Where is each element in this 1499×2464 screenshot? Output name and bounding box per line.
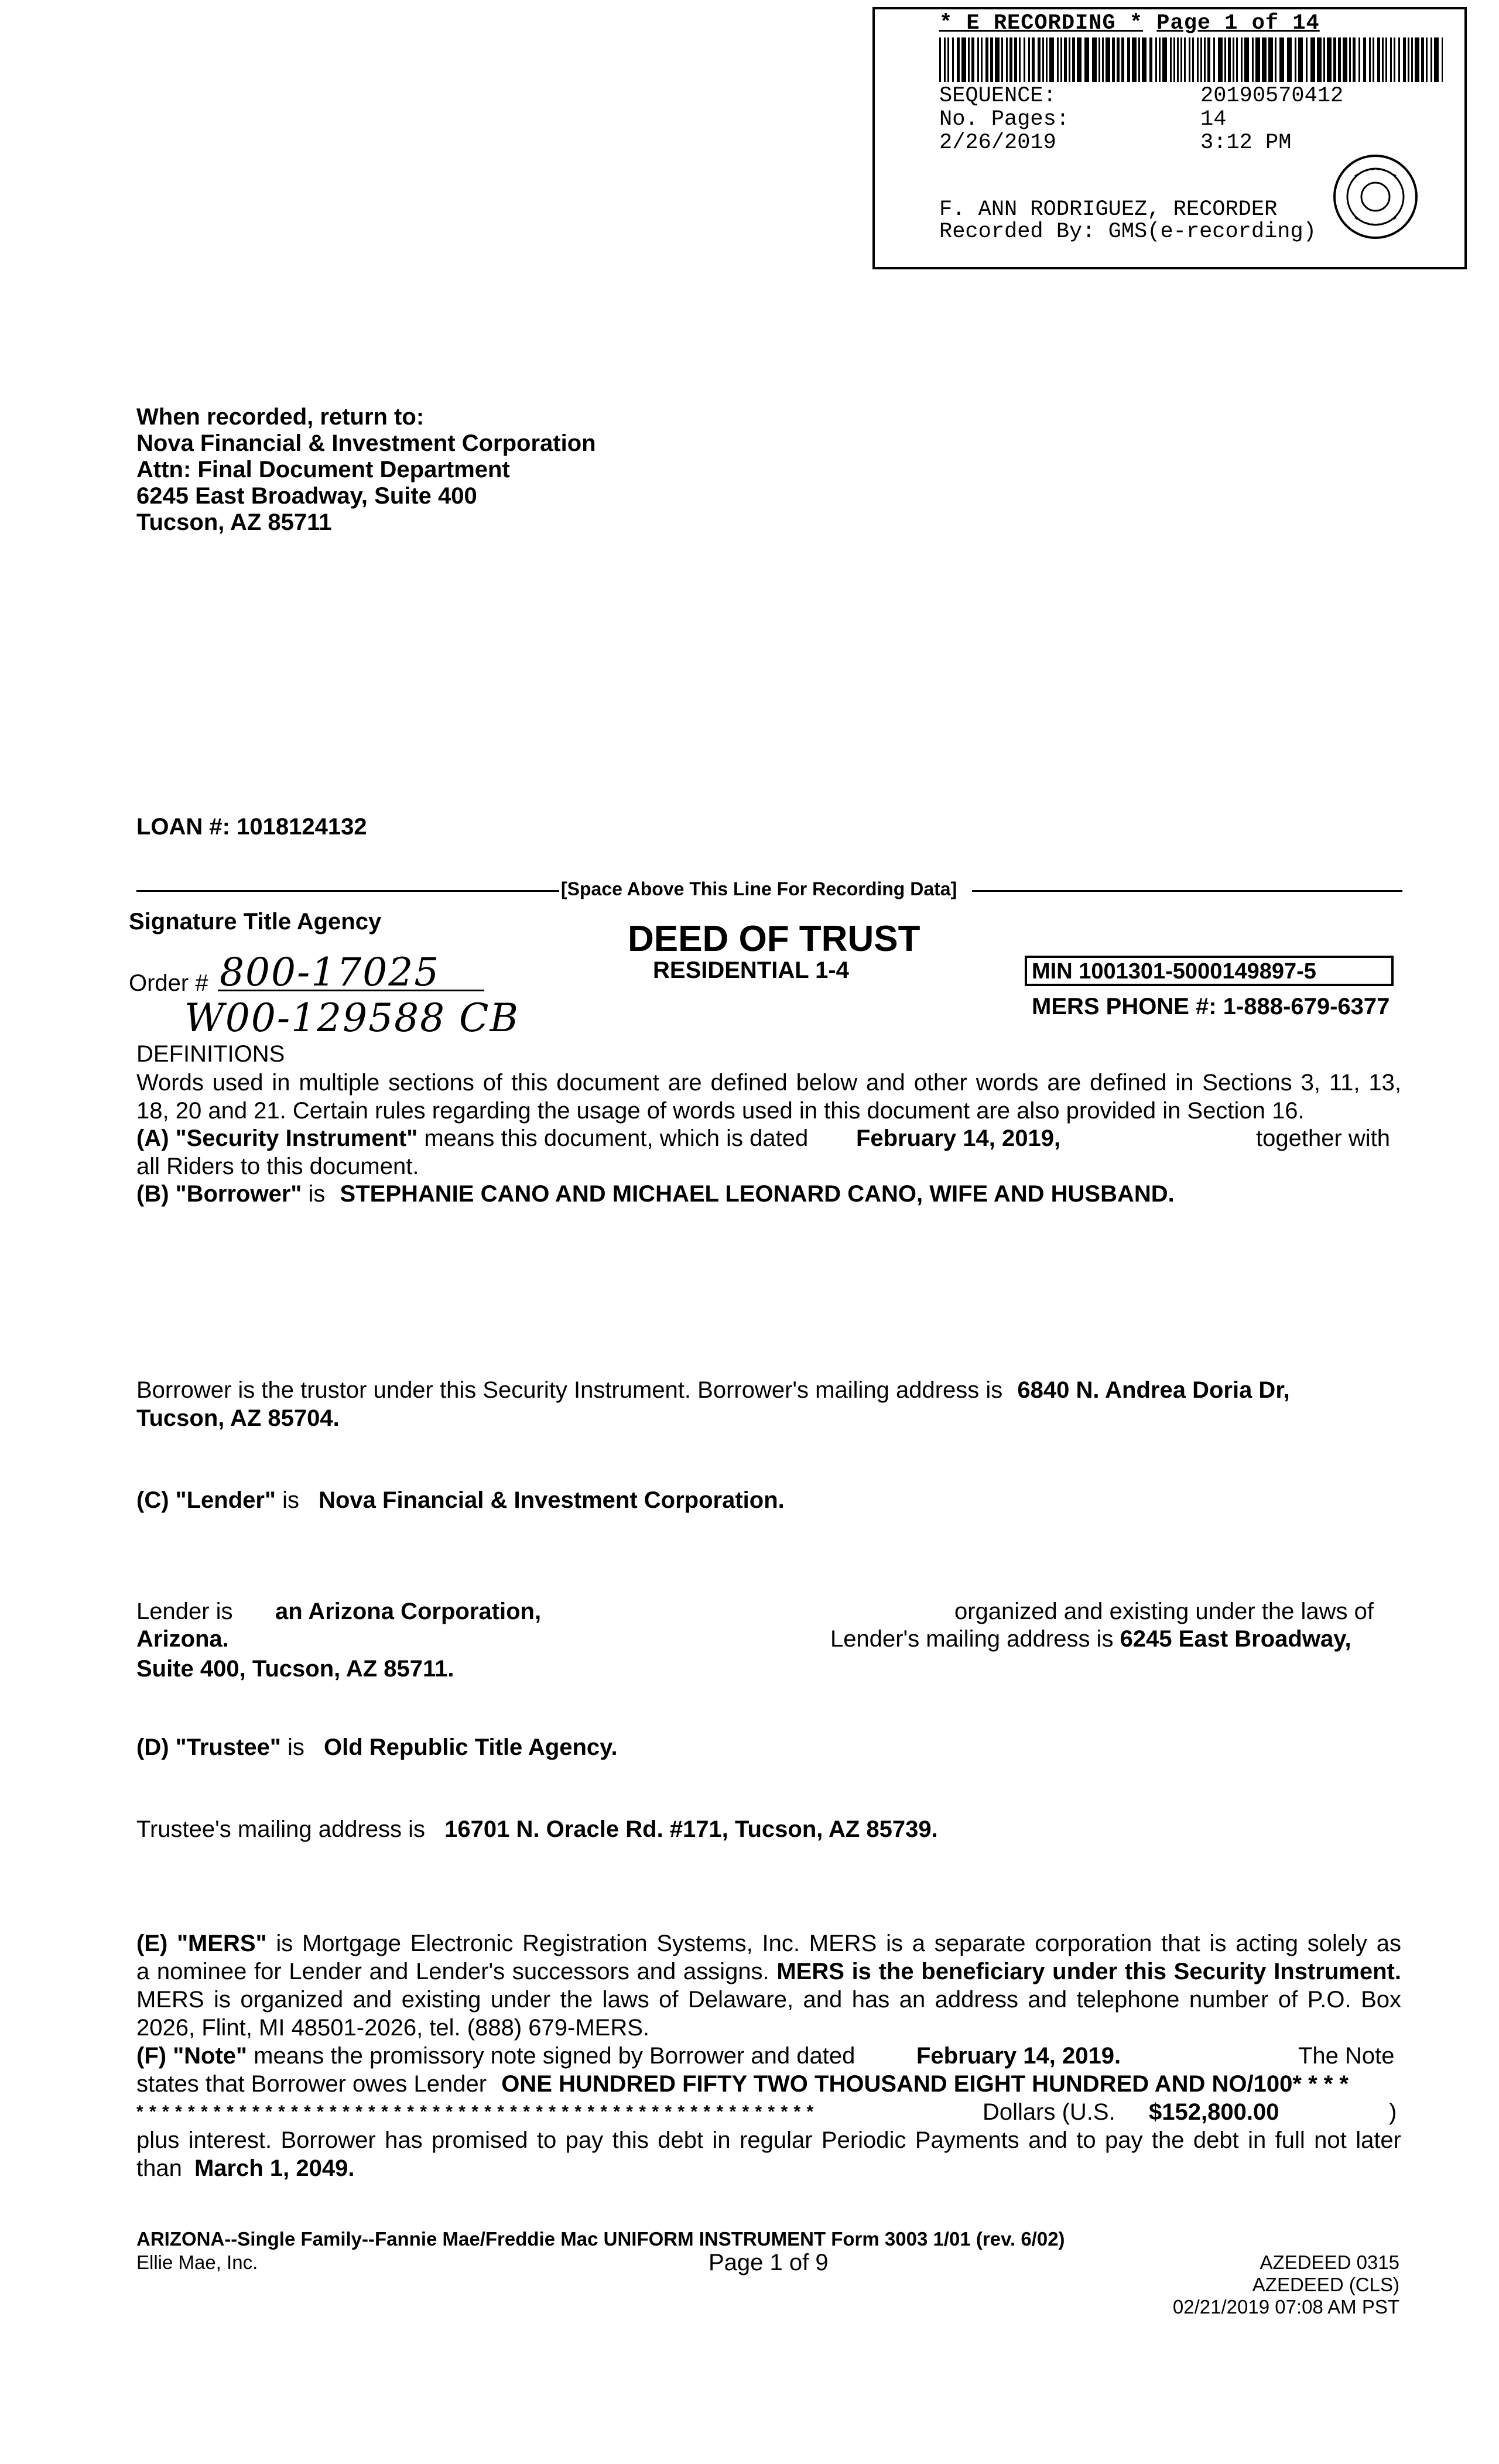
- recorder-name: F. ANN RODRIGUEZ, RECORDER: [939, 197, 1278, 222]
- note-date: February 14, 2019.: [916, 2043, 1121, 2069]
- definition-e-line-4: 2026, Flint, MI 48501-2026, tel. (888) 679-MERS.: [136, 2015, 650, 2041]
- page-number: Page 1 of 9: [709, 2250, 829, 2275]
- definitions-intro-line-1: Words used in multiple sections of this document are defined below and other words are defined in Sections 3, 11, 13,: [136, 1070, 1401, 1096]
- county-recorder-seal-icon: [1332, 153, 1419, 241]
- barcode: [939, 37, 1443, 82]
- lender-is: Lender is: [136, 1599, 233, 1624]
- definitions-intro-line-2: 18, 20 and 21. Certain rules regarding the usage of words used in this document are also provided in Section 16.: [136, 1098, 1305, 1124]
- lender-state: Arizona.: [136, 1626, 229, 1652]
- definition-e-label: (E) "MERS": [136, 1931, 267, 1956]
- sequence-label: SEQUENCE:: [939, 84, 1056, 108]
- definition-f-tail: The Note: [1298, 2043, 1395, 2069]
- space-above-label: [Space Above This Line For Recording Data]: [561, 878, 957, 899]
- footer-code-1: AZEDEED 0315: [1260, 2251, 1399, 2273]
- divider-left: [136, 890, 559, 892]
- loan-number: LOAN #: 1018124132: [136, 814, 367, 840]
- lender-type: an Arizona Corporation,: [275, 1599, 542, 1624]
- borrower-address-line-1: 6840 N. Andrea Doria Dr,: [1017, 1377, 1290, 1403]
- order-label: Order #: [129, 970, 208, 996]
- document-title: DEED OF TRUST: [628, 919, 920, 959]
- order-number-handwritten-2: W00-129588 CB: [184, 995, 520, 1041]
- definition-c: (C) "Lender" is Nova Financial & Investment Corporation.: [136, 1487, 785, 1513]
- pages-label: No. Pages:: [939, 107, 1070, 132]
- lender-name: Nova Financial & Investment Corporation.: [319, 1487, 785, 1513]
- lender-address-line-1: 6245 East Broadway,: [1120, 1626, 1351, 1652]
- definition-a: [136, 1124, 808, 1152]
- return-to-city: Tucson, AZ 85711: [136, 509, 332, 535]
- definition-d: (D) "Trustee" is Old Republic Title Agency.: [136, 1734, 618, 1760]
- trustee-name: Old Republic Title Agency.: [324, 1734, 618, 1760]
- footer-vendor: Ellie Mae, Inc.: [136, 2251, 258, 2273]
- definition-f-label: (F) "Note": [136, 2043, 248, 2069]
- title-agency: Signature Title Agency: [129, 909, 382, 935]
- note-amount: $152,800.00: [1149, 2099, 1279, 2125]
- dollars-close: ): [1389, 2099, 1397, 2125]
- maturity-date: March 1, 2049.: [194, 2155, 355, 2181]
- return-to-attn: Attn: Final Document Department: [136, 457, 510, 482]
- definition-e-line-1: (E) "MERS" is Mortgage Electronic Registration Systems, Inc. MERS is a separate corporation that is acting solely as: [136, 1931, 1401, 1956]
- definition-f-line-5: than March 1, 2049.: [136, 2155, 355, 2181]
- footer-code-2: AZEDEED (CLS): [1252, 2274, 1399, 2295]
- order-underline: [218, 990, 484, 991]
- definition-d-label: (D) "Trustee": [136, 1734, 281, 1760]
- security-instrument-date: February 14, 2019,: [856, 1125, 1061, 1151]
- definition-a-tail: together with: [1256, 1125, 1391, 1151]
- borrower-address-line-2: Tucson, AZ 85704.: [136, 1405, 340, 1431]
- definition-b-label: (B) "Borrower": [136, 1181, 302, 1207]
- borrower-address: Borrower is the trustor under this Security Instrument. Borrower's mailing address is 6840 N. Andrea Doria Dr,: [136, 1377, 1290, 1403]
- recording-date: 2/26/2019: [939, 131, 1056, 155]
- definition-e-line-3: MERS is organized and existing under the laws of Delaware, and has an address and telephone number of P.O. Box: [136, 1987, 1401, 2013]
- return-to-street: 6245 East Broadway, Suite 400: [136, 483, 477, 509]
- mers-phone: MERS PHONE #: 1-888-679-6377: [1032, 994, 1390, 1019]
- recording-stamp: [872, 7, 1467, 269]
- return-to-company: Nova Financial & Investment Corporation: [136, 430, 596, 456]
- trustee-address: Trustee's mailing address is 16701 N. Oracle Rd. #171, Tucson, AZ 85739.: [136, 1816, 938, 1842]
- star-filler: * * * * * * * * * * * * * * * * * * * * * * * * * * * * * * * * * * * * * * * * * * * * * * * * * * * * *: [136, 2102, 814, 2121]
- lender-mailing: Lender's mailing address is 6245 East Broadway,: [830, 1626, 1351, 1652]
- footer-timestamp: 02/21/2019 07:08 AM PST: [1172, 2296, 1399, 2318]
- definition-e-line-2: a nominee for Lender and Lender's successors and assigns. MERS is the beneficiary under this Security Instrument.: [136, 1959, 1401, 1984]
- trustee-address-value: 16701 N. Oracle Rd. #171, Tucson, AZ 85739.: [444, 1816, 938, 1842]
- lender-organized: organized and existing under the laws of: [954, 1599, 1374, 1624]
- dollars-label: Dollars (U.S.: [983, 2099, 1115, 2125]
- definition-f-line-2: states that Borrower owes Lender ONE HUNDRED FIFTY TWO THOUSAND EIGHT HUNDRED AND NO/100* * * *: [136, 2071, 1349, 2097]
- order-number-handwritten: 800-17025: [220, 950, 440, 995]
- recorded-by: Recorded By: GMS(e-recording): [939, 220, 1316, 244]
- return-to-heading: When recorded, return to:: [136, 404, 425, 430]
- definition-a-label: (A) "Security Instrument": [136, 1125, 418, 1151]
- min-box: [1025, 956, 1394, 986]
- definition-a-text: means this document, which is dated: [424, 1125, 809, 1151]
- recording-time: 3:12 PM: [1200, 131, 1292, 155]
- definition-c-label: (C) "Lender": [136, 1487, 276, 1513]
- borrower-names: STEPHANIE CANO AND MICHAEL LEONARD CANO, WIFE AND HUSBAND.: [340, 1181, 1175, 1207]
- definition-f-line-4: plus interest. Borrower has promised to pay this debt in regular Periodic Payments and to pay the debt in full not later: [136, 2127, 1401, 2153]
- stamp-header: * E RECORDING * Page 1 of 14: [939, 11, 1320, 36]
- min-number: MIN 1001301-5000149897-5: [1032, 959, 1316, 984]
- pages-value: 14: [1200, 107, 1227, 132]
- divider-right: [972, 890, 1402, 892]
- definitions-heading: DEFINITIONS: [136, 1041, 285, 1067]
- note-amount-words: ONE HUNDRED FIFTY TWO THOUSAND EIGHT HUNDRED AND NO/100* * * *: [501, 2071, 1349, 2097]
- footer-form: ARIZONA--Single Family--Fannie Mae/Freddie Mac UNIFORM INSTRUMENT Form 3003 1/01 (rev. 6/02): [136, 2228, 1065, 2250]
- sequence-value: 20190570412: [1200, 84, 1344, 108]
- lender-address-line-2: Suite 400, Tucson, AZ 85711.: [136, 1656, 454, 1682]
- definition-a-line-2: all Riders to this document.: [136, 1154, 419, 1179]
- definition-f: (F) "Note" means the promissory note signed by Borrower and dated: [136, 2043, 855, 2069]
- document-subtitle: RESIDENTIAL 1-4: [653, 957, 849, 983]
- definition-b: (B) "Borrower" is STEPHANIE CANO AND MICHAEL LEONARD CANO, WIFE AND HUSBAND.: [136, 1181, 1175, 1207]
